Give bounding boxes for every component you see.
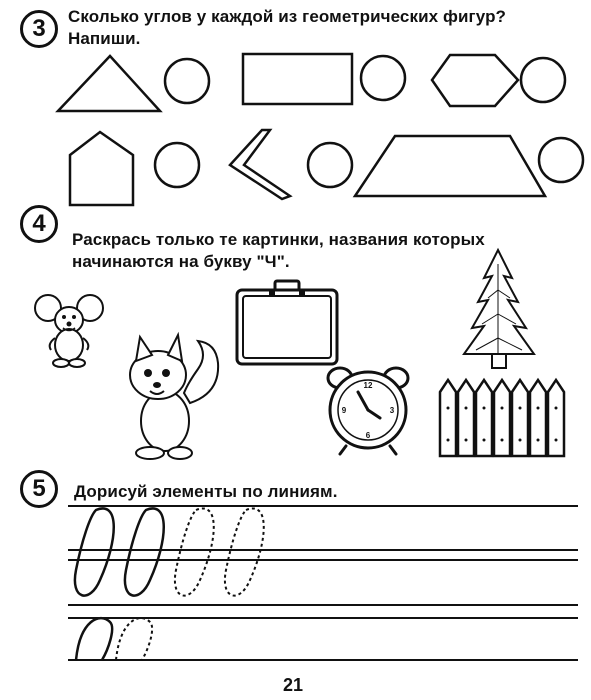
trapezoid-shape bbox=[355, 136, 545, 196]
pentagon-shape bbox=[70, 132, 133, 205]
task-4-instruction bbox=[72, 229, 485, 273]
svg-text:3: 3 bbox=[389, 406, 395, 415]
task-3-instruction-line2: Напиши. bbox=[68, 29, 141, 48]
task-3-shapes bbox=[0, 0, 591, 220]
task-4-number-badge bbox=[20, 205, 58, 243]
answer-circle-1 bbox=[165, 59, 209, 103]
squirrel-picture bbox=[110, 333, 240, 463]
answer-circle-6 bbox=[539, 138, 583, 182]
handwriting-lines bbox=[0, 500, 591, 700]
fir-tree-picture bbox=[460, 250, 550, 380]
hexagon-shape bbox=[432, 55, 518, 106]
suitcase-picture bbox=[233, 278, 343, 368]
task-3-number: 3 bbox=[32, 15, 46, 42]
page-number: 21 bbox=[283, 675, 304, 695]
answer-circle-2 bbox=[361, 56, 405, 100]
arrowhead-shape bbox=[230, 130, 290, 199]
answer-circle-5 bbox=[308, 143, 352, 187]
svg-text:12: 12 bbox=[363, 381, 373, 390]
task-5-instruction-line1: Дорисуй элементы по линиям. bbox=[74, 482, 338, 501]
triangle-shape bbox=[58, 56, 160, 111]
fence-picture bbox=[438, 378, 568, 458]
answer-circle-4 bbox=[155, 143, 199, 187]
task-4-number: 4 bbox=[32, 210, 46, 237]
answer-circle-3 bbox=[521, 58, 565, 102]
rectangle-shape bbox=[243, 54, 352, 104]
task-4-instruction-line1: Раскрась только те картинки, названия которых bbox=[72, 230, 485, 249]
task-3-instruction-line1: Сколько углов у каждой из геометрических фигур? bbox=[68, 7, 507, 26]
svg-text:9: 9 bbox=[341, 406, 347, 415]
mouse-picture bbox=[33, 290, 113, 370]
alarm-clock-picture bbox=[320, 360, 420, 460]
task-5-number: 5 bbox=[32, 475, 46, 502]
svg-text:6: 6 bbox=[365, 431, 371, 440]
task-4-instruction-line2: начинаются на букву "Ч". bbox=[72, 252, 290, 271]
